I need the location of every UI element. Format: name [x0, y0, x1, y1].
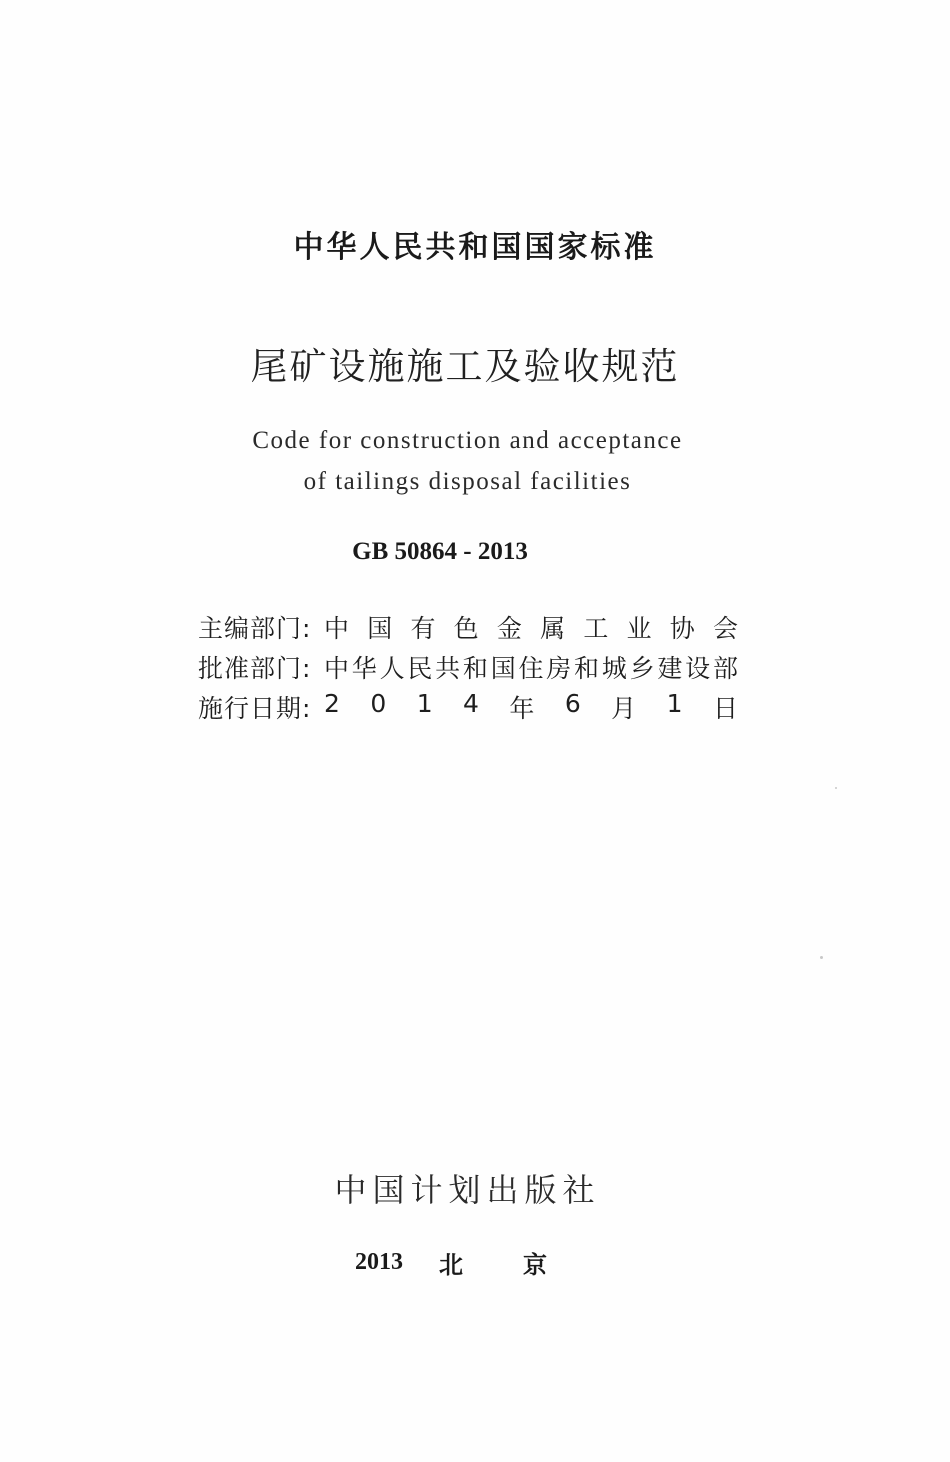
effective-date-char: 1: [666, 689, 683, 718]
effective-date-char: 2: [324, 689, 340, 718]
publisher-name: 中国计划出版社: [334, 1171, 601, 1209]
approval-org-char: 和: [462, 654, 488, 683]
standard-code: GB 50864 - 2013: [352, 538, 528, 565]
editor-org-char: 中: [324, 614, 350, 643]
approval-org-label: 批准部门:: [198, 654, 312, 683]
editor-org-value: [324, 609, 738, 645]
editor-org-label: 主编部门:: [198, 614, 312, 643]
title-english-line-1: Code for construction and acceptance: [252, 427, 683, 454]
approval-org-char: 房: [546, 654, 572, 683]
approval-org-char: 设: [685, 654, 711, 683]
editor-org-char: 有: [410, 614, 436, 643]
approval-org-char: 中: [324, 654, 350, 683]
effective-date-value: [324, 689, 738, 725]
publish-year: 2013: [355, 1248, 403, 1275]
approval-org-value: [324, 649, 738, 685]
effective-date-char: 年: [509, 694, 535, 723]
effective-date-char: 1: [416, 689, 433, 718]
editor-org-char: 金: [496, 614, 522, 643]
editor-org-char: 会: [712, 614, 738, 643]
approval-org-char: 和: [574, 654, 600, 683]
publish-city: [439, 1245, 547, 1280]
effective-date-char: 0: [370, 689, 387, 718]
editor-org-char: 业: [626, 614, 652, 643]
approval-org-char: 建: [657, 654, 683, 683]
editor-org-char: 属: [540, 614, 566, 643]
effective-date-char: 4: [463, 689, 479, 718]
approval-org-char: 华: [351, 654, 377, 683]
standard-category: 中华人民共和国国家标准: [293, 230, 657, 265]
approval-org-char: 人: [379, 654, 405, 683]
effective-date-char: 日: [712, 694, 738, 723]
effective-date-char: 月: [611, 694, 637, 723]
approval-org-char: 城: [601, 654, 627, 683]
approval-org-char: 乡: [629, 654, 655, 683]
publish-year-city: [355, 1244, 555, 1280]
approval-org-char: 民: [407, 654, 433, 683]
publish-city-char: 北: [439, 1250, 463, 1279]
editor-org-row: [198, 610, 738, 644]
editor-org-char: 色: [453, 614, 479, 643]
scan-speck: [820, 956, 823, 959]
editor-org-char: 工: [583, 614, 609, 643]
title-chinese: 尾矿设施施工及验收规范: [250, 345, 680, 388]
approval-org-char: 国: [490, 654, 516, 683]
scan-speck: [835, 787, 837, 789]
approval-org-char: 部: [712, 654, 738, 683]
editor-org-char: 协: [669, 614, 695, 643]
publish-city-char: 京: [523, 1250, 547, 1279]
effective-date-label: 施行日期:: [198, 694, 312, 723]
title-english-line-2: of tailings disposal facilities: [303, 468, 632, 495]
effective-date-char: 6: [564, 689, 581, 718]
approval-org-row: [198, 650, 738, 684]
approval-org-char: 住: [518, 654, 544, 683]
effective-date-row: [198, 690, 738, 724]
approval-org-char: 共: [435, 654, 461, 683]
editor-org-char: 国: [367, 614, 393, 643]
